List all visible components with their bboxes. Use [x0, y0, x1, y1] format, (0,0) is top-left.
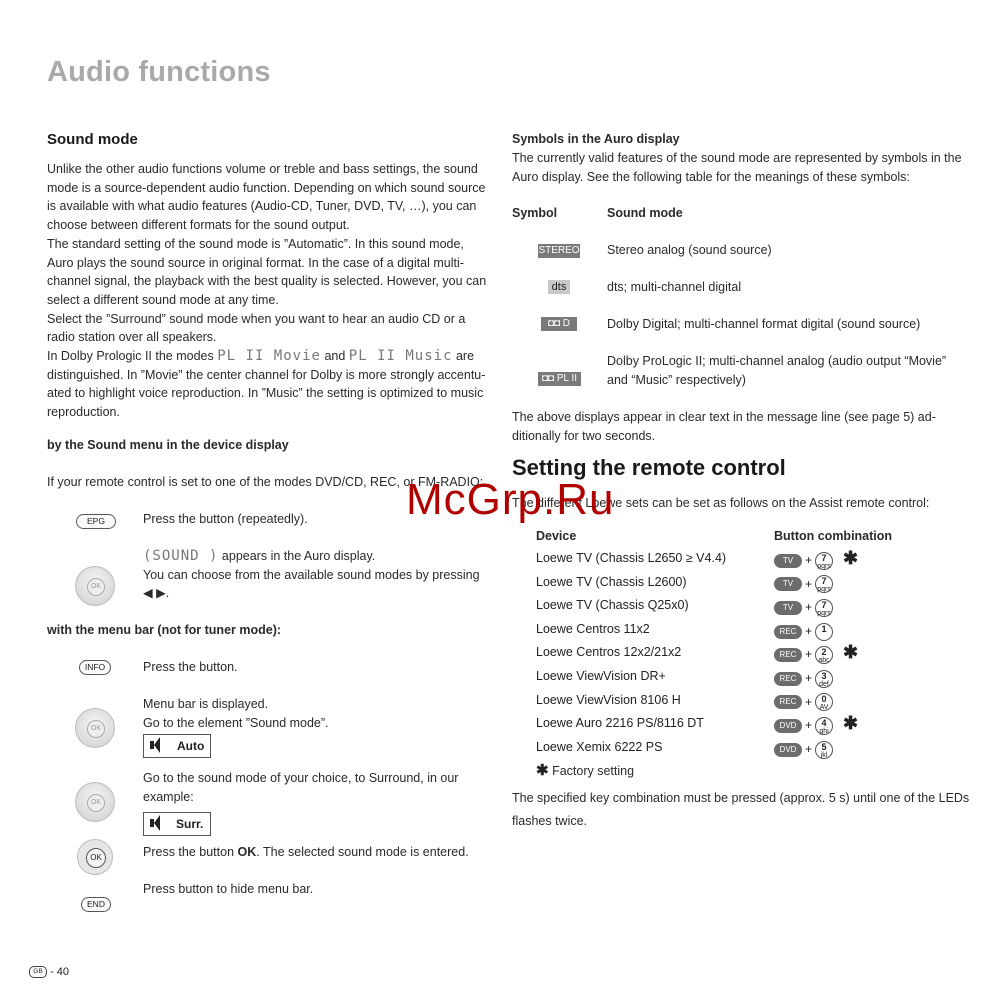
- button-combination: [774, 595, 843, 617]
- step-goto-element: Go to the element ”Sound mode”.: [143, 716, 329, 730]
- step-press-button: Press the button.: [143, 660, 238, 674]
- watermark: McGrp.Ru: [406, 475, 615, 524]
- lcd-sound: (SOUND ): [143, 548, 219, 564]
- device-name: Loewe Auro 2216 PS/8116 DT: [536, 716, 704, 731]
- plus-sign: +: [805, 553, 813, 567]
- mode-key-icon: DVD: [774, 743, 802, 757]
- paragraph-line: is available with what audio features (Audio-CD, Tuner, DVD, TV, …), you can: [47, 199, 477, 214]
- mode-key-icon: TV: [774, 577, 802, 591]
- menu-bar-heading: with the menu bar (not for tuner mode):: [47, 623, 282, 637]
- epg-button-icon: EPG: [76, 514, 116, 529]
- paragraph-line: Unlike the other audio functions volume or treble and bass settings, the sound: [47, 162, 478, 176]
- plus-sign: +: [805, 694, 813, 709]
- paragraph-line: reproduction.: [47, 405, 120, 420]
- stereo-symbol-icon: STEREO: [538, 245, 580, 256]
- lcd-movie: PL II Movie: [217, 348, 321, 365]
- region-badge: GB: [29, 966, 47, 978]
- prologic-line: In Dolby Prologic II the modes PL II Movie and PL II Music are: [47, 348, 475, 365]
- paragraph-line: Select the ”Surround” sound mode when you want to hear an audio CD or a: [47, 311, 466, 326]
- mode-key-icon: TV: [774, 554, 802, 568]
- remote-intro: The different Loewe sets can be set as follows on the Assist remote control:: [512, 496, 930, 510]
- sound-menu-heading: by the Sound menu in the device display: [47, 438, 289, 452]
- step-hide-menu: Press button to hide menu bar.: [143, 882, 314, 896]
- number-key-icon: 3 def: [815, 670, 833, 688]
- end-button-icon: END: [81, 897, 111, 912]
- button-combination: [774, 737, 843, 759]
- symbols-intro: The currently valid features of the sound mode are represented by symbols in the Auro display. See the following table for the meanings of these symbols:: [512, 151, 962, 184]
- step-goto-mode-2: example:: [143, 790, 194, 804]
- plus-sign: +: [805, 576, 813, 591]
- button-combination: [774, 548, 858, 570]
- paragraph-line: The standard setting of the sound mode is ”Automatic”. In this sound mode,: [47, 236, 464, 251]
- step-menu-displayed: Menu bar is displayed.: [143, 697, 269, 711]
- page-number: - 40: [50, 966, 70, 978]
- paragraph-line: distinguished. In ”Movie” the center channel for Dolby is more strongly accentu-: [47, 367, 486, 382]
- speaker-icon: [150, 819, 154, 827]
- device-name: Loewe ViewVision 8106 H: [536, 692, 681, 707]
- number-key-icon: 0 AV: [815, 693, 833, 711]
- mode-key-icon: REC: [774, 695, 802, 709]
- plus-sign: +: [805, 718, 813, 733]
- col-combo: Button combination: [774, 529, 893, 543]
- number-key-icon: 1: [815, 623, 833, 641]
- ok-center-icon: OK: [87, 578, 105, 596]
- symbol-desc: Stereo analog (sound source): [607, 243, 772, 257]
- page-title: Audio functions: [47, 56, 271, 88]
- plus-sign: +: [805, 600, 813, 615]
- navigation-pad-icon: [75, 708, 115, 748]
- device-name: Loewe ViewVision DR+: [536, 669, 666, 683]
- speaker-icon: [150, 741, 154, 749]
- asterisk-icon: ✱: [843, 642, 859, 663]
- plus-sign: +: [805, 623, 813, 638]
- lcd-music: PL II Music: [348, 348, 453, 365]
- ok-button-icon: OK: [77, 839, 113, 875]
- button-combination: [774, 642, 858, 664]
- remote-heading: Setting the remote control: [512, 455, 786, 480]
- mode-key-icon: REC: [774, 648, 802, 662]
- paragraph-line: ated to highlight voice reproduction. In ”Music” the setting is optimized to music: [47, 386, 484, 401]
- asterisk-icon: ✱: [843, 548, 859, 568]
- device-name: Loewe Centros 12x2/21x2: [536, 645, 682, 660]
- step-goto-mode: Go to the sound mode of your choice, to Surround, in our: [143, 771, 459, 785]
- dolby-digital-symbol-icon: ◘◘ D: [541, 317, 577, 331]
- button-combination: [774, 666, 843, 688]
- mode-key-icon: REC: [774, 672, 802, 686]
- col-sound-mode: Sound mode: [607, 206, 683, 220]
- paragraph-line: Auro plays the sound source in original format. In the case of a digital multi-: [47, 255, 464, 270]
- menu-sound-surround: Surr.: [143, 812, 211, 836]
- page-footer: [29, 966, 69, 978]
- number-key-icon: 7 pqrs: [815, 599, 833, 617]
- device-name: Loewe TV (Chassis Q25x0): [536, 598, 689, 613]
- number-key-icon: 7 pqrs: [815, 575, 833, 593]
- sound-mode-paragraph: [47, 160, 497, 422]
- step-press-repeatedly: Press the button (repeatedly).: [143, 512, 308, 526]
- asterisk-icon: ✱: [843, 713, 859, 734]
- number-key-icon: 7 pqrs: [815, 552, 833, 570]
- paragraph-line: choose between different formats for the sound output.: [47, 218, 350, 233]
- displays-note: The above displays appear in clear text in the message line (see page 5) ad- ditionally for two seconds.: [512, 410, 936, 443]
- ok-center-icon: OK: [87, 720, 105, 738]
- paragraph-line: channel signal, the playback with the best quality is selected. However, you can: [47, 274, 487, 289]
- navigation-pad-icon: [75, 782, 115, 822]
- factory-setting-note: ✱ Factory setting: [536, 762, 635, 779]
- symbol-desc: Dolby Digital; multi-channel format digital (sound source): [607, 317, 921, 331]
- col-symbol: Symbol: [512, 206, 558, 220]
- info-button-icon: INFO: [79, 660, 111, 675]
- number-key-icon: 5 jkl: [815, 741, 833, 759]
- plus-sign: +: [805, 647, 813, 662]
- plus-sign: +: [805, 671, 813, 685]
- device-name: Loewe TV (Chassis L2600): [536, 574, 687, 589]
- col-device: Device: [536, 529, 577, 543]
- symbols-heading: Symbols in the Auro display: [512, 132, 680, 146]
- number-key-icon: 4 ghi: [815, 717, 833, 735]
- mode-key-icon: TV: [774, 601, 802, 615]
- symbol-desc: dts; multi-channel digital: [607, 280, 742, 294]
- dolby-prologic-symbol-icon: ◘◘ PL II: [538, 372, 581, 386]
- paragraph-line: select a different sound mode at any time.: [47, 292, 279, 307]
- button-combination: [774, 619, 843, 641]
- button-combination: [774, 713, 858, 735]
- button-combination: [774, 690, 843, 712]
- paragraph-line: mode is a source-dependent audio function. Depending on which sound source: [47, 180, 486, 195]
- device-name: Loewe Centros 11x2: [536, 621, 650, 636]
- navigation-pad-icon: [75, 566, 115, 606]
- mode-key-icon: REC: [774, 625, 802, 639]
- remote-modes-text: If your remote control is set to one of the modes DVD/CD, REC, or FM-RADIO:: [47, 475, 484, 489]
- sound-mode-heading: Sound mode: [47, 131, 138, 148]
- asterisk-icon: ✱: [536, 762, 549, 779]
- step-press-ok: Press the button OK. The selected sound mode is entered.: [143, 845, 469, 859]
- left-right-arrows-icon: ◀ ▶.: [143, 586, 170, 601]
- plus-sign: +: [805, 741, 813, 756]
- dts-symbol-icon: dts: [548, 280, 570, 294]
- button-combination: [774, 572, 843, 594]
- paragraph-line: radio station over all speakers.: [47, 330, 217, 345]
- ok-center-icon: OK: [87, 794, 105, 812]
- final-note: The specified key combination must be pressed (approx. 5 s) until one of the LEDs flashes twice.: [512, 791, 970, 828]
- device-name: Loewe TV (Chassis L2650 ≥ V4.4): [536, 551, 727, 565]
- mode-key-icon: DVD: [774, 719, 802, 733]
- number-key-icon: 2 abc: [815, 646, 833, 664]
- device-name: Loewe Xemix 6222 PS: [536, 739, 663, 754]
- symbol-desc: Dolby ProLogic II; multi-channel analog (audio output “Movie” and “Music” respectively): [607, 354, 947, 387]
- step-sound-display: (SOUND ) appears in the Auro display. You can choose from the available sound modes by pressing ◀ ▶.: [143, 547, 493, 603]
- menu-sound-auto: Auto: [143, 734, 211, 758]
